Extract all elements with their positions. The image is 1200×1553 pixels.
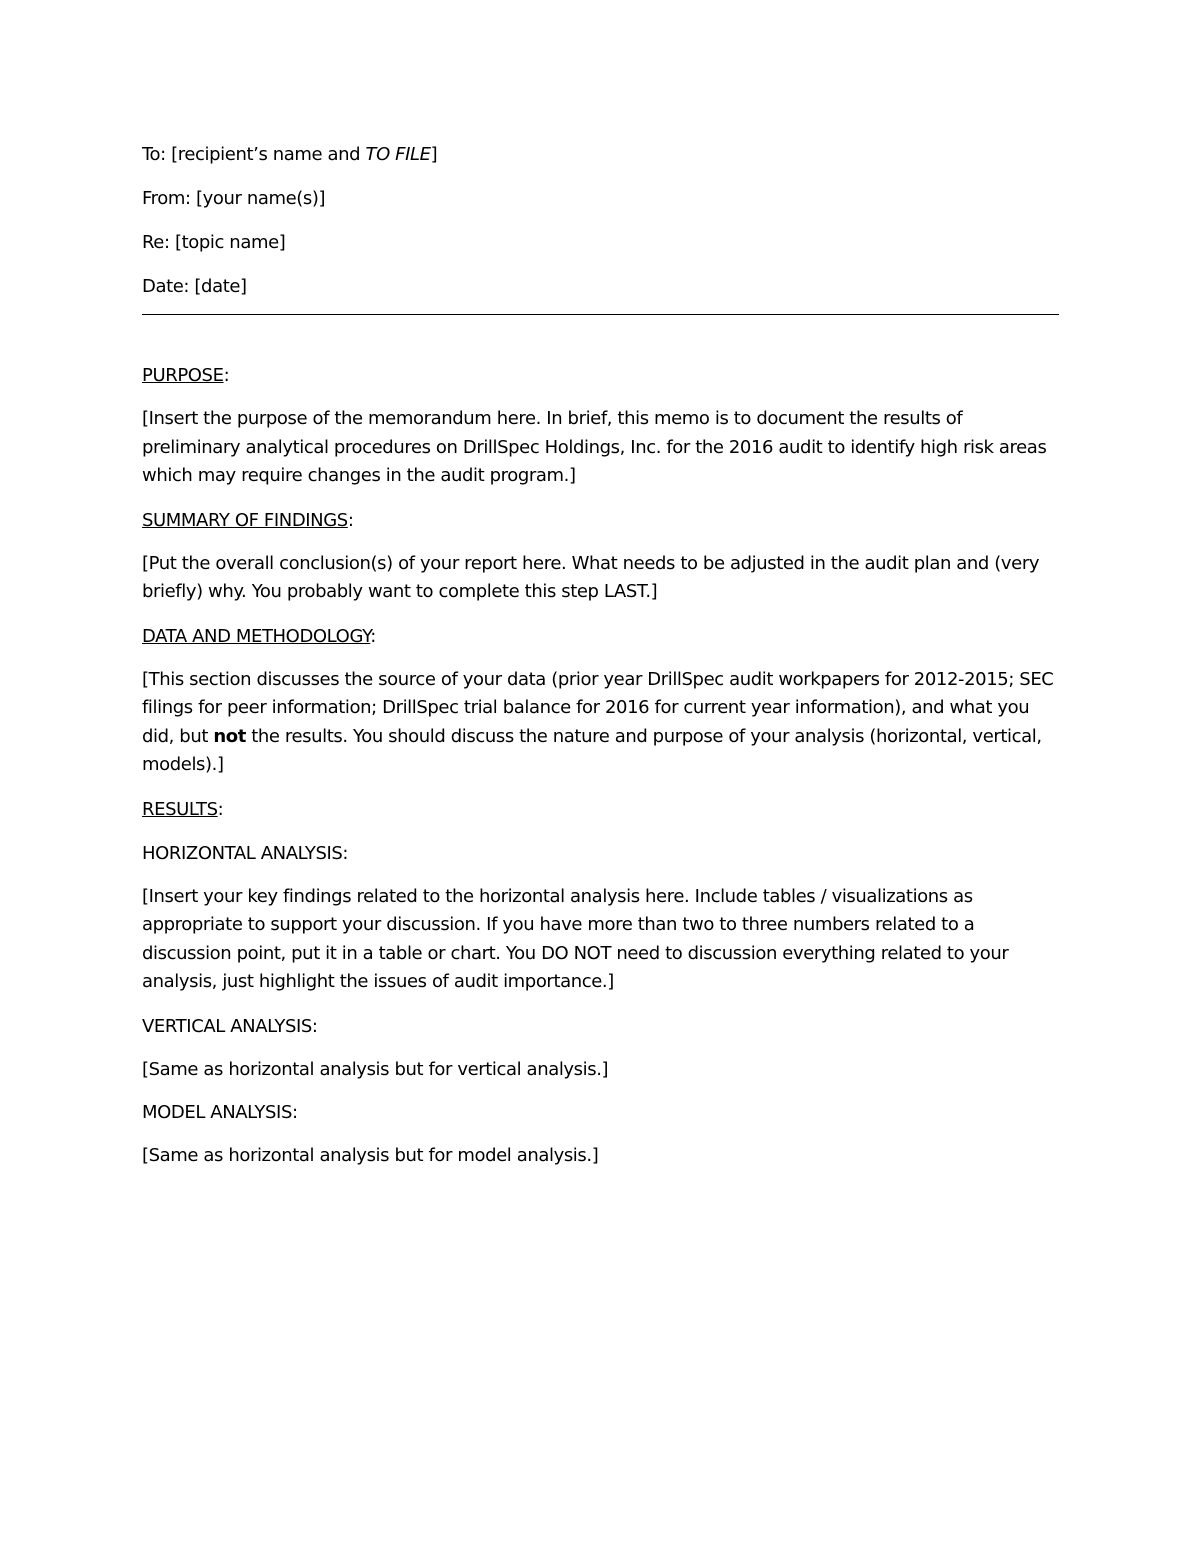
re-value: [topic name]: [174, 232, 286, 253]
summary-heading: [142, 506, 1059, 536]
summary-colon: :: [347, 509, 354, 531]
horizontal-analysis-body: [Insert your key findings related to the horizontal analysis here. Include tables / visualizations as appropriate to support your discussion. If you have more than two to three numbers related to a discussion point, put it in a table or chart. You DO NOT need to discussion everything related to your analysis, just highlight the issues of audit importance.]: [142, 885, 1009, 992]
results-heading: [142, 795, 1059, 825]
results-title: RESULTS: [142, 798, 218, 820]
summary-title: SUMMARY OF FINDINGS: [142, 509, 348, 531]
model-analysis-heading: MODEL ANALYSIS:: [142, 1102, 298, 1123]
purpose-title: PURPOSE: [142, 365, 224, 386]
to-value: [171, 144, 437, 165]
purpose-heading: [142, 361, 1059, 391]
vertical-analysis-heading: VERTICAL ANALYSIS:: [142, 1015, 318, 1037]
horizontal-analysis-heading: HORIZONTAL ANALYSIS:: [142, 842, 349, 864]
results-colon: :: [217, 798, 224, 820]
memo-body: [142, 140, 1059, 1171]
to-value-open: [recipient’s name and: [171, 144, 366, 165]
to-file-text: TO FILE: [365, 144, 431, 165]
methodology-body-after: the results. You should discuss the nature and purpose of your analysis (horizontal, vertical, models).]: [142, 725, 1042, 775]
re-label: Re:: [142, 232, 170, 253]
from-value: [your name(s)]: [196, 188, 326, 209]
methodology-body-before: [This section discusses the source of your data (prior year DrillSpec audit workpapers for 2012-2015; SEC filings for peer information; DrillSpec trial balance for 2016 for current year information), and what you did, but: [142, 668, 1054, 747]
date-label: Date:: [142, 276, 190, 297]
purpose-body: [Insert the purpose of the memorandum here. In brief, this memo is to document the results of preliminary analytical procedures on DrillSpec Holdings, Inc. for the 2016 audit to identify high risk areas which may require changes in the audit program.]: [142, 408, 1047, 486]
to-label: To:: [142, 144, 166, 165]
methodology-body-bold: not: [213, 725, 246, 747]
memo-to-line: [142, 140, 1059, 170]
header-divider: [142, 314, 1059, 315]
from-label: From:: [142, 188, 191, 209]
vertical-analysis-body: [Same as horizontal analysis but for vertical analysis.]: [142, 1058, 609, 1080]
summary-body: [Put the overall conclusion(s) of your report here. What needs to be adjusted in the audit plan and (very briefly) why. You probably want to complete this step LAST.]: [142, 552, 1040, 602]
date-value: [date]: [194, 276, 247, 297]
memo-date-line: [142, 272, 1059, 302]
memo-from-line: [142, 184, 1059, 214]
memo-re-line: [142, 228, 1059, 258]
methodology-colon: :: [370, 625, 376, 647]
to-value-close: ]: [430, 144, 438, 165]
methodology-body: [142, 666, 1059, 780]
methodology-title: DATA AND METHODOLOGY: [142, 625, 371, 647]
purpose-colon: :: [223, 365, 230, 386]
methodology-heading: [142, 622, 1059, 652]
model-analysis-body: [Same as horizontal analysis but for model analysis.]: [142, 1145, 599, 1166]
